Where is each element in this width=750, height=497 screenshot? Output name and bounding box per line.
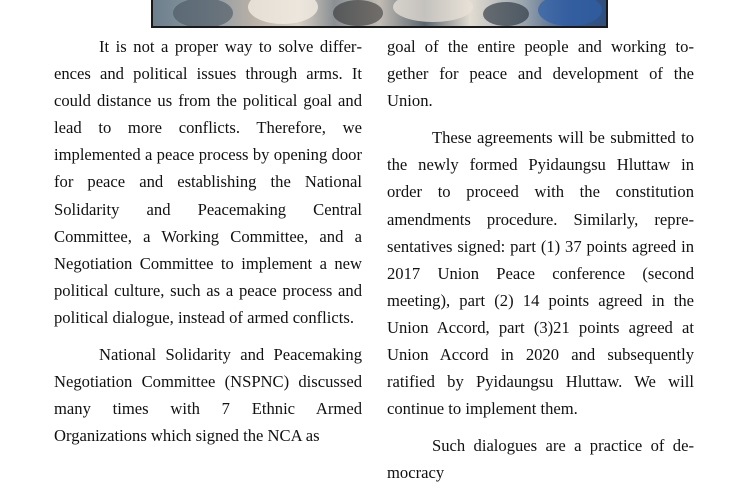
left-column [54,33,362,459]
paragraph: It is not a proper way to solve differences and political issues through arms. It could distance us from the political goal and lead to more conflicts. Therefore, we implemented a peace process by opening door for peace and establishing the National Solidarity and Peacemaking Central Committee, a Working Committee, and a Negotiation Committee to implement a new political culture, such as a peace process and political dialogue, instead of armed conflicts. [54,37,362,327]
paragraph: Such dialogues are a practice of democracy [387,436,694,483]
photo-image [151,0,608,28]
paragraph: National Solidarity and Peacemaking Negotiation Committee (NSPNC) discussed many times with 7 Ethnic Armed Organizations which signed the NCA as [54,345,362,446]
right-column [387,33,694,497]
paragraph: goal of the entire people and working together for peace and development of the Union. [387,37,694,111]
paragraph: These agreements will be submitted to the newly formed Pyidaungsu Hluttaw in order to proceed with the constitution amendments procedure. Similarly, representatives signed: part (1) 37 points agreed in 2017 Union Peace conference (second meeting), part (2) 14 points agreed in the Union Accord, part (3)21 points agreed at Union Accord in 2020 and subsequently ratified by Pyidaungsu Hluttaw. We will continue to implement them. [387,128,694,419]
